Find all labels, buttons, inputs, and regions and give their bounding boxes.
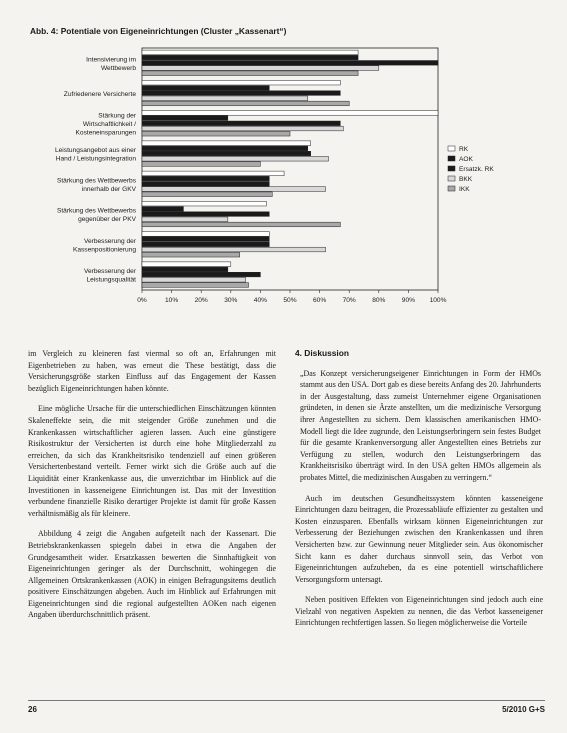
x-tick-label: 60%	[312, 297, 327, 304]
x-tick-label: 0%	[137, 297, 147, 304]
category-label: Stärkung des Wettbewerbs	[56, 207, 136, 215]
bar	[142, 141, 311, 146]
bar-chart	[28, 38, 567, 310]
legend-swatch	[448, 146, 455, 151]
paragraph: im Vergleich zu kleineren fast viermal so oft an, Erfahrungen mit Eigenbetrieben zu haben, was erneut die These bestätigt, dass die Versicherungsgröße starken Einfluss auf das Engagement der Kassen bezüglich Eigeneinrichtungen haben könnte.	[28, 349, 276, 393]
x-tick-label: 30%	[224, 297, 238, 304]
paragraph: Abbildung 4 zeigt die Angaben aufgeteilt nach der Kassenart. Die Betriebskrankenkassen spiegeln dabei in etwa die Angaben der Grundgesamtheit wider. Ersatzkassen bewerten die Sinnhaftigkeit von Eigeneinrichtungen geringer als der Durchschnitt, wohingegen die Allgemeinen Ortskrankenkassen (AOK) in einigen Befragungsitems deutlich positivere Einschätzungen abgeben. Auch im Hinblick auf Erfahrungen mit Eigeneinrichtungen sind die regional aufgestellten AOKen nach eigenen Angaben überdurchschnittlich präsent.	[28, 529, 276, 620]
article-column-left	[28, 348, 276, 630]
bar	[142, 283, 249, 288]
category-label: Hand / Leistungsintegration	[55, 155, 136, 163]
bar	[142, 176, 269, 181]
bar	[142, 207, 183, 212]
category-label: gegenüber der PKV	[78, 216, 136, 224]
bar	[142, 171, 284, 176]
category-label: Leistungsqualität	[86, 276, 136, 284]
category-label: innerhalb der GKV	[81, 185, 136, 193]
bar	[142, 71, 358, 76]
category-label: Stärkung des Wettbewerbs	[56, 177, 136, 185]
legend-swatch	[448, 166, 455, 171]
legend-swatch	[448, 176, 455, 181]
bar	[142, 116, 228, 121]
bar	[142, 192, 272, 197]
bar	[142, 262, 231, 267]
category-label: Verbesserung der	[83, 268, 136, 276]
bar	[142, 126, 343, 131]
bar	[142, 272, 260, 277]
x-tick-label: 100%	[429, 297, 447, 304]
bar	[142, 182, 269, 187]
bar	[142, 146, 308, 151]
bar	[142, 91, 340, 96]
bar	[142, 86, 269, 91]
legend-label: AOK	[459, 156, 473, 163]
category-label: Verbesserung der	[83, 237, 136, 245]
bar	[142, 131, 290, 136]
x-tick-label: 70%	[342, 297, 356, 304]
bar	[142, 222, 340, 227]
bar	[142, 252, 240, 257]
bar	[142, 212, 269, 217]
bar	[142, 242, 269, 247]
bar	[142, 156, 328, 161]
footer-rule	[28, 700, 545, 701]
bar	[142, 217, 228, 222]
section-heading: 4. Diskussion	[295, 348, 349, 358]
figure-title: Abb. 4: Potentiale von Eigeneinrichtungen (Cluster „Kassenart“)	[30, 26, 287, 36]
legend-label: Ersatzk. RK	[459, 166, 494, 173]
category-label: Wettbewerb	[100, 64, 136, 72]
legend-swatch	[448, 156, 455, 161]
category-label: Zufriedenere Versicherte	[63, 90, 136, 98]
x-tick-label: 50%	[283, 297, 297, 304]
paragraph: Auch im deutschen Gesundheitssystem könnten kasseneigene Einrichtungen dazu beitragen, die Prozessabläufe effizienter zu gestalten und Kosten einzusparen. Ebenfalls wirksam können Eigeneinrichtungen zur Verbesserung der Beziehungen zwischen den Krankenkassen und ihren Versicherten bzw. zur Gewinnung neuer Mitglieder sein. Aus ökonomischer Sicht kann es daher durchaus sinnvoll sein, das Verbot von Eigeneinrichtungen aufzuheben, da es eine potentiell wirtschaftlichere Versorgungsform untersagt.	[295, 493, 543, 584]
x-tick-label: 40%	[253, 297, 268, 304]
category-label: Kosteneinsparungen	[75, 129, 136, 137]
category-label: Leistungsangebot aus einer	[54, 147, 136, 155]
x-tick-label: 10%	[164, 297, 179, 304]
page-number: 26	[28, 705, 37, 714]
article-column-right	[295, 348, 543, 638]
issue-label: 5/2010 G+S	[502, 705, 545, 714]
bar	[142, 201, 266, 206]
category-label: Stärkung der	[98, 112, 136, 120]
bar	[142, 121, 340, 126]
bar	[142, 187, 326, 192]
bar	[142, 55, 358, 60]
category-label: Kassenpositionierung	[72, 246, 136, 254]
category-label: Intensivierung im	[86, 56, 136, 64]
bar	[142, 61, 438, 66]
bar	[142, 80, 340, 85]
legend-label: BKK	[459, 176, 473, 183]
bar	[142, 50, 358, 55]
bar	[142, 277, 246, 282]
bar	[142, 66, 379, 71]
x-tick-label: 20%	[194, 297, 208, 304]
bar	[142, 101, 349, 106]
bar	[142, 267, 228, 272]
legend-label: IKK	[459, 186, 470, 193]
x-tick-label: 90%	[401, 297, 416, 304]
bar	[142, 247, 326, 252]
bar	[142, 96, 308, 101]
bar	[142, 151, 311, 156]
block-quote: „Das Konzept versicherungseigener Einrichtungen in Form der HMOs stammt aus den USA. Dort gab es diese bereits Anfang des 20. Jahrhunderts in der Ausgestaltung, dass zumeist Unternehmer eigene Organisationen gründeten, in denen sie Ärzte anstellten, um die medizinische Versorgung ihrer Angestellten zu sichern. Dem klassischen amerikanischen HMO-Modell liegt die Idee zugrunde, den Leistungserbringern sein festes Budget für die gesamte Krankenversorgung aller Angestellten eines Betriebs zur Verfügung zu stellen, wodurch den Leistungserbringern das Krankheitsrisiko überträgt wird. In den USA gelten HMOs allgemein als probates Mittel, die medizinischen Ausgaben zu verringern.“	[300, 368, 541, 482]
bar	[142, 232, 269, 237]
legend-swatch	[448, 186, 455, 191]
paragraph: Neben positiven Effekten von Eigeneinrichtungen sind jedoch auch eine Vielzahl von negativen Aspekten zu nennen, die das Verbot kasseneigener Einrichtungen rechtfertigen lassen. So liegen möglicherweise die Vorteile	[295, 595, 543, 628]
bar	[142, 111, 438, 116]
bar	[142, 237, 269, 242]
legend-label: RK	[459, 146, 469, 153]
x-tick-label: 80%	[372, 297, 386, 304]
bar	[142, 162, 260, 167]
category-label: Wirtschaftlichkeit /	[82, 121, 136, 129]
paragraph: Eine mögliche Ursache für die unterschiedlichen Einschätzungen könnten Skaleneffekte sein, die mit steigender Größe zunehmen und die Krankenkassen wirtschaftlicher agieren lassen. Auch eine günstigere Risikostruktur der Versicherten ist durch eine hohe Mitgliederzahl zu erreichen, da sich das Krankheitsrisiko tendenziell auf einen größeren Versichertenbestand verteilt. Ferner wirkt sich die Größe auch auf die Liquidität einer Krankenkasse aus, die unverzichtbar im Hinblick auf die Investitionen in kasseneigene Einrichtungen ist. Das mit der Investition verbundene finanzielle Risiko derartiger Projekte ist damit für große Kassen verhältnismäßig als für kleinere.	[28, 404, 276, 518]
